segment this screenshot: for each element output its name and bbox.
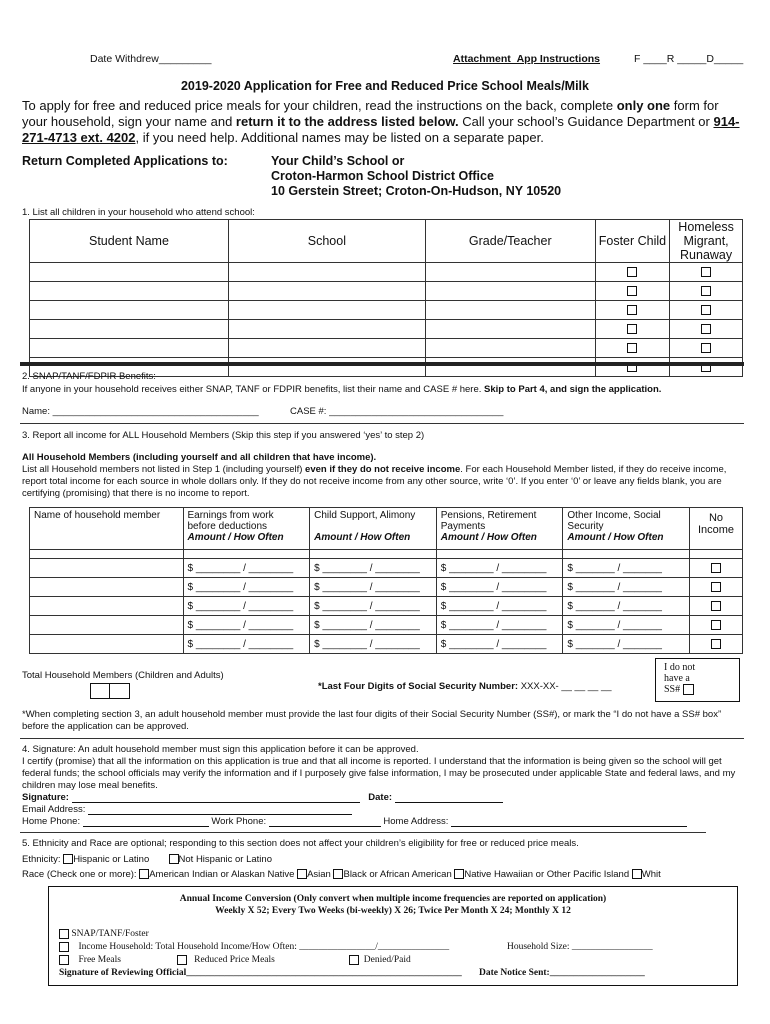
homeless-checkbox[interactable] (701, 286, 711, 296)
free-checkbox[interactable] (59, 955, 69, 965)
col-homeless: Homeless Migrant, Runaway (670, 220, 743, 263)
certify-text: I certify (promise) that all the information on this application is true and that all income is reported. I understand that the information is being given so the school will get federal funds; the school officials may verify the information and if I purposely give false information, I may be prosecuted under applicable State and federal laws, and my children may lose meal benefits. (22, 756, 736, 791)
divider (20, 423, 744, 424)
email-field[interactable] (88, 814, 352, 815)
official-signature: Signature of Reviewing Official__________________________________________________________ (59, 968, 462, 978)
col-grade-teacher: Grade/Teacher (425, 220, 595, 263)
col-earnings: Earnings from work before deductions Amount / How Often (183, 508, 310, 550)
col-student-name: Student Name (30, 220, 229, 263)
not-hispanic-checkbox[interactable] (169, 854, 179, 864)
snap-checkbox[interactable] (59, 929, 69, 939)
table-row (30, 301, 743, 320)
col-school: School (228, 220, 425, 263)
no-income-checkbox[interactable] (711, 582, 721, 592)
race-row: Race (Check one or more): American Indian or Alaskan Native Asian Black or African American Native Hawaiian or Other Pacific Island Whit (22, 869, 661, 880)
return-label: Return Completed Applications to: (22, 154, 228, 168)
col-no-income: No Income (690, 508, 743, 550)
homeless-checkbox[interactable] (701, 267, 711, 277)
return-address: Your Child’s School or Croton-Harmon School District Office 10 Gerstein Street; Croton-On-Hudson, NY 10520 (271, 154, 562, 198)
table-row: $ ________ / ________ $ ________ / ________ $ ________ / ________ $ _______ / _______ (30, 578, 743, 597)
col-other-income: Other Income, Social Security Amount / How Often (563, 508, 690, 550)
race-checkbox-native-hawaiian[interactable] (454, 869, 464, 879)
office-free: Free Meals (59, 955, 121, 965)
foster-checkbox[interactable] (627, 286, 637, 296)
office-title: Annual Income Conversion (Only convert when multiple income frequencies are reported on application) (179, 894, 607, 904)
office-use-box (48, 886, 738, 986)
homeless-checkbox[interactable] (701, 343, 711, 353)
total-members-label: Total Household Members (Children and Adults) (22, 670, 224, 681)
snap-name-field[interactable]: Name: _______________________________________ (22, 406, 259, 417)
divider (20, 738, 744, 739)
table-row (30, 282, 743, 301)
table-row: $ ________ / ________ $ ________ / ________ $ ________ / ________ $ _______ / _______ (30, 616, 743, 635)
signature-field[interactable] (72, 802, 360, 803)
section-divider (20, 362, 744, 366)
step1-label: 1. List all children in your household who attend school: (22, 207, 255, 218)
table-row: $ ________ / ________ $ ________ / ________ $ ________ / ________ $ _______ / _______ (30, 635, 743, 654)
race-checkbox-white[interactable] (632, 869, 642, 879)
office-income: Income Household: Total Household Income/How Often: ________________/_______________ (59, 942, 449, 952)
no-income-checkbox[interactable] (711, 620, 721, 630)
office-subtitle: Weekly X 52; Every Two Weeks (bi-weekly) X 26; Twice Per Month X 24; Monthly X 12 (215, 906, 571, 916)
race-checkbox-black[interactable] (333, 869, 343, 879)
hispanic-checkbox[interactable] (63, 854, 73, 864)
table-row (30, 339, 743, 358)
homeless-checkbox[interactable] (701, 324, 711, 334)
page-title: 2019-2020 Application for Free and Reduced Price School Meals/Milk (180, 79, 589, 93)
no-income-checkbox[interactable] (711, 601, 721, 611)
date-notice-sent: Date Notice Sent:____________________ (479, 968, 645, 978)
no-income-checkbox[interactable] (711, 563, 721, 573)
date-field[interactable] (395, 802, 503, 803)
ssn-note: *When completing section 3, an adult household member must provide the last four digits of their Social Security Number (SS#), or mark the “I do not have a SS# box” before the application can be approved. (22, 709, 722, 732)
office-reduced: Reduced Price Meals (177, 955, 275, 965)
intro-paragraph: To apply for free and reduced price meals for your children, read the instructions on the back, complete only one form for your household, sign your name and return it to the address listed below. Call your school’s Guidance Department or 914-271-4713 ext. 4202, if you need help. Additional names may be listed on a separate paper. (22, 98, 740, 145)
no-income-checkbox[interactable] (711, 639, 721, 649)
office-denied: Denied/Paid (349, 955, 411, 965)
step2-block: 2. SNAP/TANF/FDPIR Benefits: If anyone in your household receives either SNAP, TANF or FDPIR benefits, list their name and CASE # here. Skip to Part 4, and sign the application. (22, 371, 662, 395)
col-child-support: Child Support, Alimony Amount / How Often (310, 508, 437, 550)
frd-field[interactable]: F ____R _____D_____ (634, 53, 744, 65)
work-phone-field[interactable] (269, 826, 381, 827)
income-table (29, 507, 743, 654)
col-foster-child: Foster Child (595, 220, 669, 263)
snap-case-field[interactable]: CASE #: _________________________________ (290, 406, 504, 417)
divider (20, 832, 706, 833)
denied-checkbox[interactable] (349, 955, 359, 965)
step5-label: 5. Ethnicity and Race are optional; responding to this section does not affect your children’s eligibility for free or reduced price meals. (22, 838, 579, 849)
foster-checkbox[interactable] (627, 324, 637, 334)
step3-label: 3. Report all income for ALL Household Members (Skip this step if you answered ‘yes’ to step 2) (22, 430, 425, 441)
foster-checkbox[interactable] (627, 343, 637, 353)
email-row: Email Address: (22, 804, 352, 815)
step4-label: 4. Signature: An adult household member must sign this application before it can be approved. (22, 744, 419, 755)
income-checkbox[interactable] (59, 942, 69, 952)
reduced-checkbox[interactable] (177, 955, 187, 965)
children-table (29, 219, 743, 377)
household-size: Household Size: _________________ (507, 942, 653, 952)
phone-row: Home Phone: Work Phone: Home Address: (22, 816, 687, 827)
ssn-field[interactable]: *Last Four Digits of Social Security Number: XXX-XX- __ __ __ __ (318, 681, 612, 692)
ethnicity-row: Ethnicity: Hispanic or Latino Not Hispanic or Latino (22, 854, 272, 865)
table-row: $ ________ / ________ $ ________ / ________ $ ________ / ________ $ _______ / _______ (30, 597, 743, 616)
foster-checkbox[interactable] (627, 305, 637, 315)
home-address-field[interactable] (451, 826, 687, 827)
home-phone-field[interactable] (83, 826, 209, 827)
col-pensions: Pensions, Retirement Payments Amount / How Often (436, 508, 563, 550)
date-withdrew: Date Withdrew_________ (90, 53, 212, 65)
step3-instructions: List all Household members not listed in Step 1 (including yourself) even if they do not receive income. For each Household Member listed, if they do receive income, report total income for each source in whole dollars only. If they do not receive income from any other source, write ‘0’. If you enter ‘0’ or leave any fields blank, you are certifying (promising) that there is no income to report. (22, 464, 727, 499)
signature-row: Signature: Date: (22, 792, 762, 806)
office-snap: SNAP/TANF/Foster (59, 929, 149, 939)
phone-number: 914-271-4713 ext. 4202 (22, 114, 740, 145)
no-ssn-box: I do not have a SS# (655, 658, 740, 702)
race-checkbox-asian[interactable] (297, 869, 307, 879)
step3-heading: All Household Members (including yourself and all children that have income). (22, 452, 377, 463)
col-member-name: Name of household member (30, 508, 184, 550)
total-members-field[interactable] (90, 683, 130, 699)
homeless-checkbox[interactable] (701, 305, 711, 315)
table-row: $ ________ / ________ $ ________ / ________ $ ________ / ________ $ _______ / _______ (30, 559, 743, 578)
race-checkbox-american-indian[interactable] (139, 869, 149, 879)
attachment-label: Attachment_App Instructions (453, 53, 601, 65)
table-row (30, 263, 743, 282)
table-row (30, 320, 743, 339)
foster-checkbox[interactable] (627, 267, 637, 277)
no-ssn-checkbox[interactable] (683, 684, 694, 695)
